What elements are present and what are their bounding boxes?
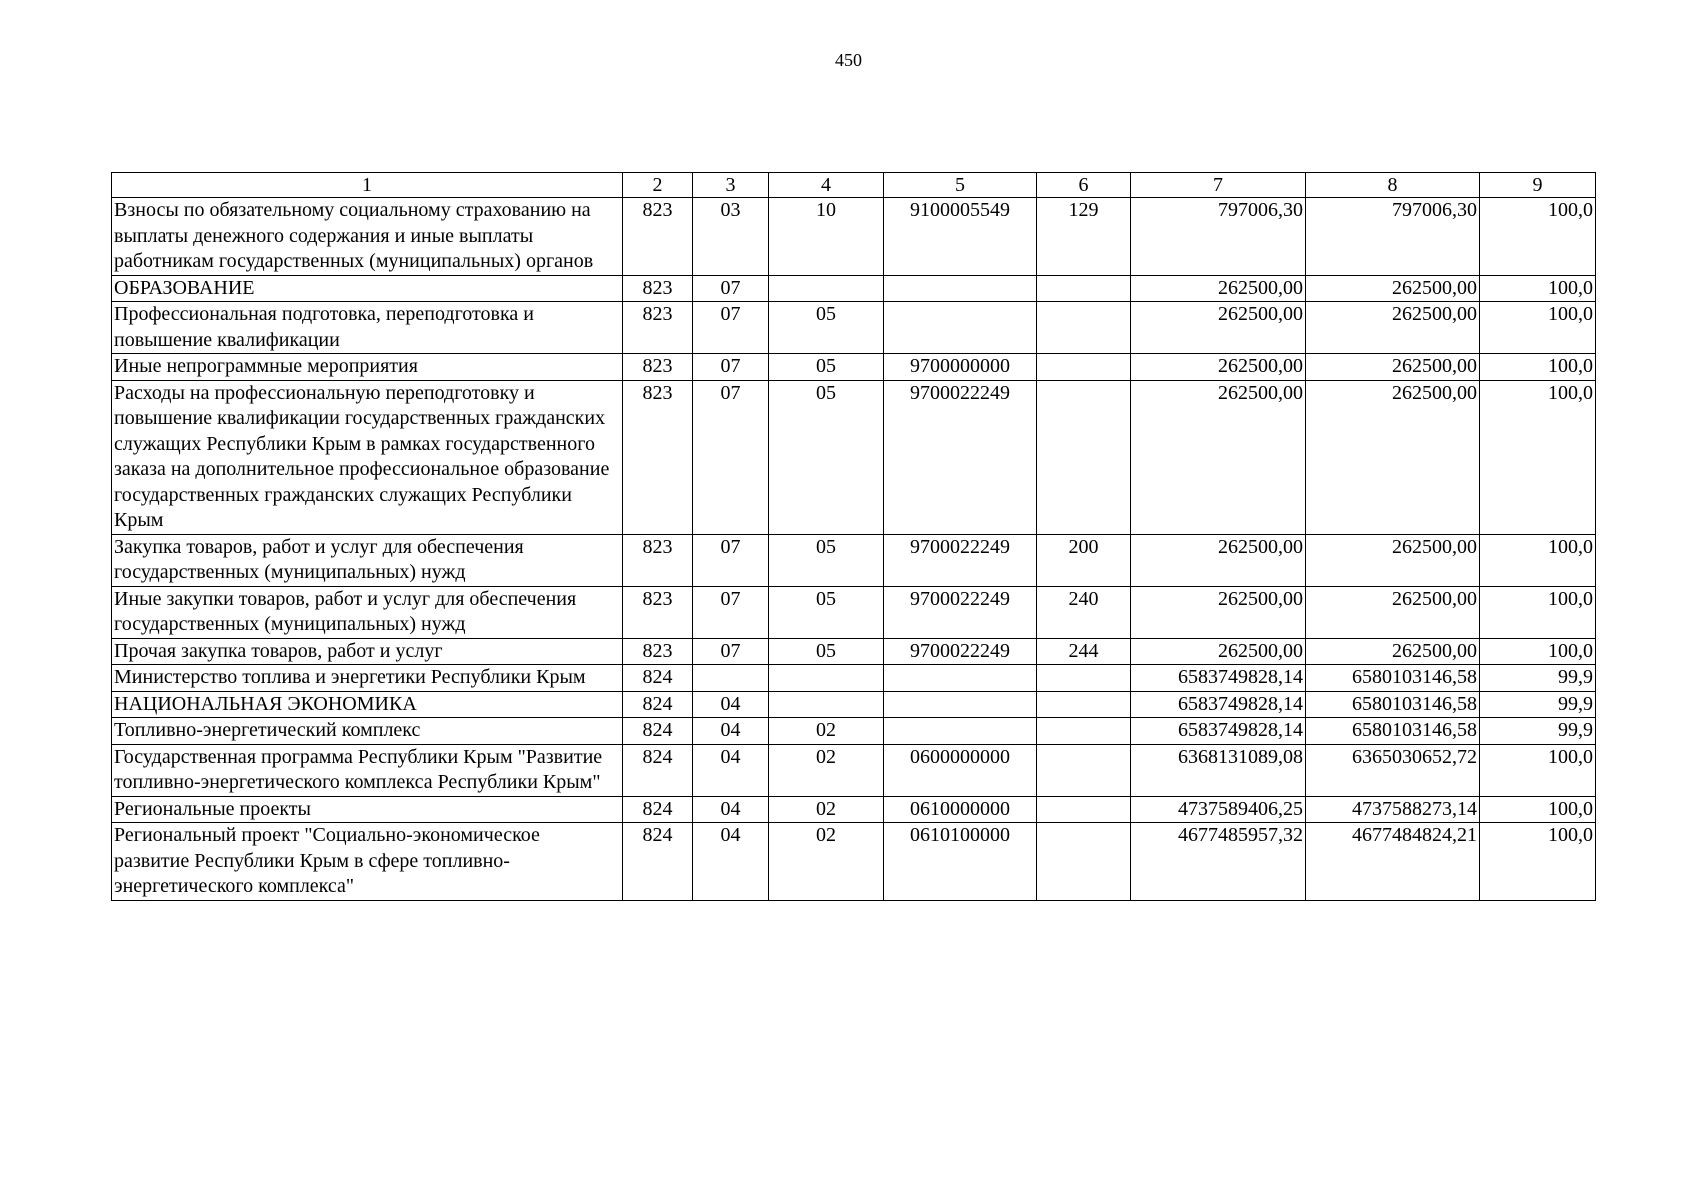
subsection-code-cell: 10 — [769, 198, 884, 276]
table-row — [112, 586, 1596, 638]
target-article-cell: 9700022249 — [884, 638, 1037, 665]
ministry-code-cell: 823 — [623, 302, 693, 354]
ministry-code-cell: 824 — [623, 691, 693, 718]
column-header-3: 3 — [693, 173, 769, 198]
execution-percent-cell: 100,0 — [1480, 380, 1596, 534]
subsection-code-cell: 02 — [769, 744, 884, 796]
planned-amount-cell: 262500,00 — [1131, 534, 1306, 586]
target-article-cell: 9700022249 — [884, 380, 1037, 534]
table-row — [112, 302, 1596, 354]
executed-amount-cell: 262500,00 — [1306, 534, 1480, 586]
section-code-cell: 04 — [693, 691, 769, 718]
expense-type-cell — [1037, 718, 1131, 745]
target-article-cell: 0610000000 — [884, 796, 1037, 823]
executed-amount-cell: 6580103146,58 — [1306, 691, 1480, 718]
item-name-cell: Расходы на профессиональную переподготовку и повышение квалификации государственных гражданских служащих Республики Крым в рамках государственного заказа на дополнительное профессиональное образование государственных гражданских служащих Республики Крым — [112, 380, 623, 534]
target-article-cell — [884, 665, 1037, 692]
expense-type-cell — [1037, 275, 1131, 302]
table-row — [112, 275, 1596, 302]
ministry-code-cell: 823 — [623, 275, 693, 302]
executed-amount-cell: 6580103146,58 — [1306, 718, 1480, 745]
column-header-2: 2 — [623, 173, 693, 198]
execution-percent-cell: 100,0 — [1480, 586, 1596, 638]
planned-amount-cell: 4737589406,25 — [1131, 796, 1306, 823]
item-name-cell: Иные закупки товаров, работ и услуг для обеспечения государственных (муниципальных) нужд — [112, 586, 623, 638]
subsection-code-cell: 05 — [769, 354, 884, 381]
expense-type-cell: 200 — [1037, 534, 1131, 586]
section-code-cell: 04 — [693, 744, 769, 796]
table-row — [112, 691, 1596, 718]
page-number: 450 — [835, 50, 862, 70]
table-row — [112, 534, 1596, 586]
table-row — [112, 744, 1596, 796]
subsection-code-cell: 02 — [769, 796, 884, 823]
ministry-code-cell: 824 — [623, 665, 693, 692]
target-article-cell — [884, 718, 1037, 745]
section-code-cell — [693, 665, 769, 692]
item-name-cell: ОБРАЗОВАНИЕ — [112, 275, 623, 302]
ministry-code-cell: 823 — [623, 198, 693, 276]
planned-amount-cell: 262500,00 — [1131, 302, 1306, 354]
column-header-1: 1 — [112, 173, 623, 198]
section-code-cell: 04 — [693, 823, 769, 901]
execution-percent-cell: 100,0 — [1480, 534, 1596, 586]
column-header-4: 4 — [769, 173, 884, 198]
executed-amount-cell: 6365030652,72 — [1306, 744, 1480, 796]
item-name-cell: Иные непрограммные мероприятия — [112, 354, 623, 381]
item-name-cell: Топливно-энергетический комплекс — [112, 718, 623, 745]
table-row — [112, 354, 1596, 381]
planned-amount-cell: 262500,00 — [1131, 586, 1306, 638]
column-header-6: 6 — [1037, 173, 1131, 198]
item-name-cell: Министерство топлива и энергетики Республики Крым — [112, 665, 623, 692]
ministry-code-cell: 823 — [623, 354, 693, 381]
executed-amount-cell: 262500,00 — [1306, 380, 1480, 534]
item-name-cell: Прочая закупка товаров, работ и услуг — [112, 638, 623, 665]
ministry-code-cell: 824 — [623, 796, 693, 823]
subsection-code-cell: 05 — [769, 586, 884, 638]
planned-amount-cell: 797006,30 — [1131, 198, 1306, 276]
target-article-cell: 9700022249 — [884, 586, 1037, 638]
executed-amount-cell: 262500,00 — [1306, 302, 1480, 354]
ministry-code-cell: 823 — [623, 638, 693, 665]
expense-type-cell: 129 — [1037, 198, 1131, 276]
section-code-cell: 07 — [693, 354, 769, 381]
section-code-cell: 07 — [693, 302, 769, 354]
expense-type-cell: 244 — [1037, 638, 1131, 665]
execution-percent-cell: 100,0 — [1480, 638, 1596, 665]
ministry-code-cell: 824 — [623, 718, 693, 745]
expense-type-cell — [1037, 796, 1131, 823]
column-header-9: 9 — [1480, 173, 1596, 198]
item-name-cell: Взносы по обязательному социальному страхованию на выплаты денежного содержания и иные выплаты работникам государственных (муниципальных) органов — [112, 198, 623, 276]
section-code-cell: 04 — [693, 796, 769, 823]
planned-amount-cell: 6368131089,08 — [1131, 744, 1306, 796]
executed-amount-cell: 6580103146,58 — [1306, 665, 1480, 692]
table-row — [112, 665, 1596, 692]
executed-amount-cell: 4677484824,21 — [1306, 823, 1480, 901]
target-article-cell: 0600000000 — [884, 744, 1037, 796]
planned-amount-cell: 262500,00 — [1131, 275, 1306, 302]
expense-type-cell — [1037, 354, 1131, 381]
item-name-cell: Закупка товаров, работ и услуг для обеспечения государственных (муниципальных) нужд — [112, 534, 623, 586]
section-code-cell: 03 — [693, 198, 769, 276]
execution-percent-cell: 100,0 — [1480, 198, 1596, 276]
table-row — [112, 638, 1596, 665]
target-article-cell: 9700000000 — [884, 354, 1037, 381]
execution-percent-cell: 99,9 — [1480, 665, 1596, 692]
execution-percent-cell: 100,0 — [1480, 823, 1596, 901]
item-name-cell: НАЦИОНАЛЬНАЯ ЭКОНОМИКА — [112, 691, 623, 718]
target-article-cell — [884, 275, 1037, 302]
execution-percent-cell: 100,0 — [1480, 796, 1596, 823]
executed-amount-cell: 262500,00 — [1306, 354, 1480, 381]
subsection-code-cell: 05 — [769, 302, 884, 354]
subsection-code-cell — [769, 665, 884, 692]
planned-amount-cell: 4677485957,32 — [1131, 823, 1306, 901]
expense-type-cell — [1037, 302, 1131, 354]
target-article-cell: 9700022249 — [884, 534, 1037, 586]
subsection-code-cell: 05 — [769, 534, 884, 586]
section-code-cell: 07 — [693, 275, 769, 302]
ministry-code-cell: 823 — [623, 586, 693, 638]
table-row — [112, 823, 1596, 901]
header-row — [112, 173, 1596, 198]
section-code-cell: 07 — [693, 534, 769, 586]
planned-amount-cell: 262500,00 — [1131, 380, 1306, 534]
subsection-code-cell: 02 — [769, 718, 884, 745]
planned-amount-cell: 6583749828,14 — [1131, 665, 1306, 692]
subsection-code-cell: 02 — [769, 823, 884, 901]
executed-amount-cell: 797006,30 — [1306, 198, 1480, 276]
section-code-cell: 07 — [693, 586, 769, 638]
section-code-cell: 07 — [693, 380, 769, 534]
target-article-cell — [884, 691, 1037, 718]
execution-percent-cell: 99,9 — [1480, 718, 1596, 745]
planned-amount-cell: 6583749828,14 — [1131, 718, 1306, 745]
table-row — [112, 198, 1596, 276]
subsection-code-cell — [769, 275, 884, 302]
execution-percent-cell: 100,0 — [1480, 354, 1596, 381]
executed-amount-cell: 262500,00 — [1306, 638, 1480, 665]
execution-percent-cell: 100,0 — [1480, 275, 1596, 302]
item-name-cell: Профессиональная подготовка, переподготовка и повышение квалификации — [112, 302, 623, 354]
target-article-cell: 0610100000 — [884, 823, 1037, 901]
target-article-cell: 9100005549 — [884, 198, 1037, 276]
table-body — [112, 198, 1596, 901]
table-row — [112, 796, 1596, 823]
section-code-cell: 07 — [693, 638, 769, 665]
expense-type-cell — [1037, 744, 1131, 796]
item-name-cell: Государственная программа Республики Крым "Развитие топливно-энергетического комплекса Республики Крым" — [112, 744, 623, 796]
executed-amount-cell: 262500,00 — [1306, 275, 1480, 302]
ministry-code-cell: 823 — [623, 380, 693, 534]
executed-amount-cell: 262500,00 — [1306, 586, 1480, 638]
expense-type-cell — [1037, 691, 1131, 718]
table-row — [112, 718, 1596, 745]
ministry-code-cell: 823 — [623, 534, 693, 586]
ministry-code-cell: 824 — [623, 823, 693, 901]
planned-amount-cell: 6583749828,14 — [1131, 691, 1306, 718]
subsection-code-cell: 05 — [769, 638, 884, 665]
column-header-7: 7 — [1131, 173, 1306, 198]
subsection-code-cell — [769, 691, 884, 718]
column-header-5: 5 — [884, 173, 1037, 198]
execution-percent-cell: 100,0 — [1480, 302, 1596, 354]
column-header-8: 8 — [1306, 173, 1480, 198]
section-code-cell: 04 — [693, 718, 769, 745]
expense-type-cell — [1037, 665, 1131, 692]
planned-amount-cell: 262500,00 — [1131, 354, 1306, 381]
item-name-cell: Региональные проекты — [112, 796, 623, 823]
subsection-code-cell: 05 — [769, 380, 884, 534]
executed-amount-cell: 4737588273,14 — [1306, 796, 1480, 823]
budget-table — [111, 172, 1596, 901]
expense-type-cell — [1037, 823, 1131, 901]
target-article-cell — [884, 302, 1037, 354]
execution-percent-cell: 100,0 — [1480, 744, 1596, 796]
ministry-code-cell: 824 — [623, 744, 693, 796]
execution-percent-cell: 99,9 — [1480, 691, 1596, 718]
item-name-cell: Региональный проект "Социально-экономическое развитие Республики Крым в сфере топливно-энергетического комплекса" — [112, 823, 623, 901]
table-row — [112, 380, 1596, 534]
expense-type-cell: 240 — [1037, 586, 1131, 638]
expense-type-cell — [1037, 380, 1131, 534]
planned-amount-cell: 262500,00 — [1131, 638, 1306, 665]
